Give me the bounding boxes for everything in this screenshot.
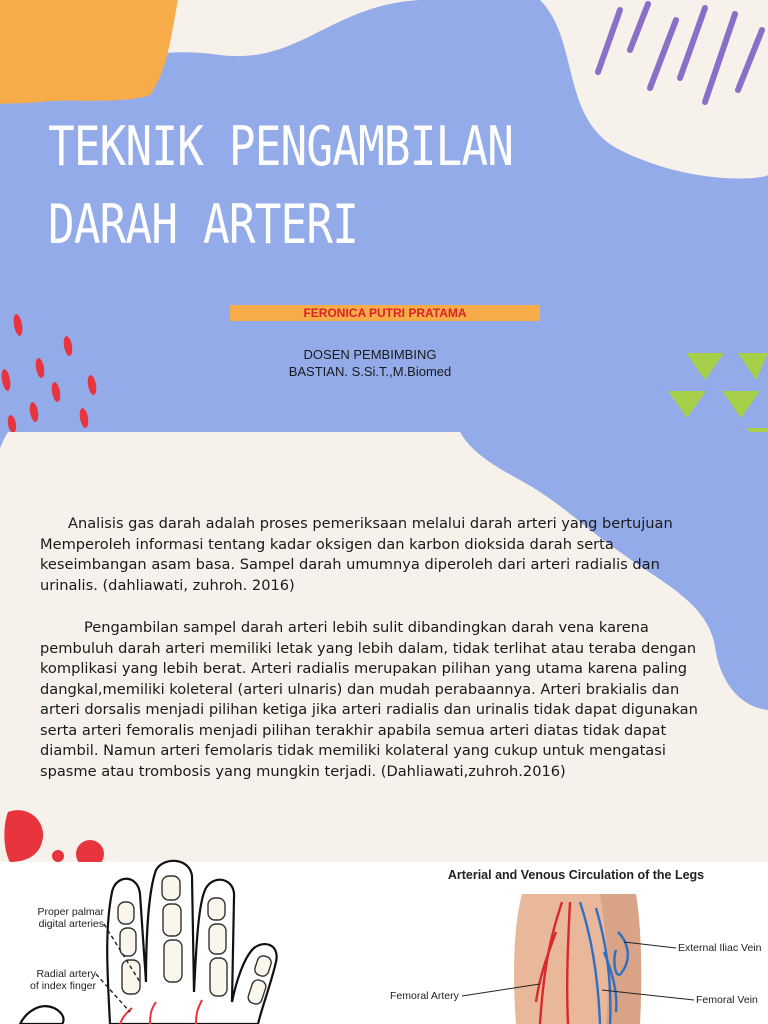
definition-slide bbox=[0, 432, 768, 862]
illustration-slide bbox=[0, 862, 768, 1024]
definition-paragraph-2 bbox=[40, 618, 700, 782]
cover-title bbox=[48, 108, 513, 264]
author-name-badge: FERONICA PUTRI PRATAMA bbox=[230, 305, 540, 321]
definition-paragraph-1 bbox=[40, 514, 690, 596]
supervisor-block bbox=[270, 346, 470, 380]
cover-title-line2: DARAH ARTERI bbox=[48, 193, 359, 256]
supervisor-name: BASTIAN. S.Si.T.,M.Biomed bbox=[288, 364, 452, 379]
label-radial-artery-line2: of index finger bbox=[30, 980, 96, 992]
definition-paragraph-2-text: Pengambilan sampel darah arteri lebih sulit dibandingkan darah vena karena pembuluh darah arteri memiliki letak yang lebih dalam, tidak terlihat atau teraba dengan komplikasi yang lebih berat. Arteri radialis merupakan pilihan yang utama karena paling dangkal,memiliki koleteral (arteri ulnaris) dan mudah perabaannya. Arteri brakialis dan arteri dorsalis menjadi pilihan ketiga jika arteri radialis dan urinalis tidak dapat digunakan serta arteri femoralis menjadi pilihan terakhir apabila semua arteri diatas tidak dapat diambil. Namun arteri femolaris tidak memiliki kolateral yang cukup untuk mengatasi spasme atau trombosis yang mungkin terjadi. (Dahliawati,zuhroh.2016) bbox=[40, 619, 698, 780]
label-proper-palmar-line1: Proper palmar bbox=[37, 906, 104, 918]
label-proper-palmar-line2: digital arteries bbox=[38, 918, 104, 930]
cover-title-line1: TEKNIK PENGAMBILAN bbox=[48, 115, 514, 178]
label-femoral-vein: Femoral Vein bbox=[696, 994, 758, 1006]
legs-illustration bbox=[0, 862, 768, 1024]
label-external-iliac-vein: External Iliac Vein bbox=[678, 942, 762, 954]
supervisor-label: DOSEN PEMBIMBING bbox=[303, 347, 437, 362]
orange-brush-shape bbox=[0, 0, 178, 104]
purple-strokes-shape bbox=[598, 4, 762, 102]
legs-figure-title: Arterial and Venous Circulation of the Legs bbox=[447, 868, 705, 882]
label-radial-artery-line1: Radial artery bbox=[36, 968, 96, 980]
red-blob-shape bbox=[4, 810, 104, 868]
label-femoral-artery: Femoral Artery bbox=[390, 990, 459, 1002]
blue-blob-left-shape bbox=[0, 432, 8, 448]
cover-slide bbox=[0, 0, 768, 432]
definition-paragraph-1-text: Analisis gas darah adalah proses pemeriksaan melalui darah arteri yang bertujuan Memperoleh informasi tentang kadar oksigen dan karbon dioksida darah serta keseimbangan asam basa. Sampel darah umumnya diperoleh dari arteri radialis dan urinalis. (dahliawati, zuhroh. 2016) bbox=[40, 515, 673, 594]
